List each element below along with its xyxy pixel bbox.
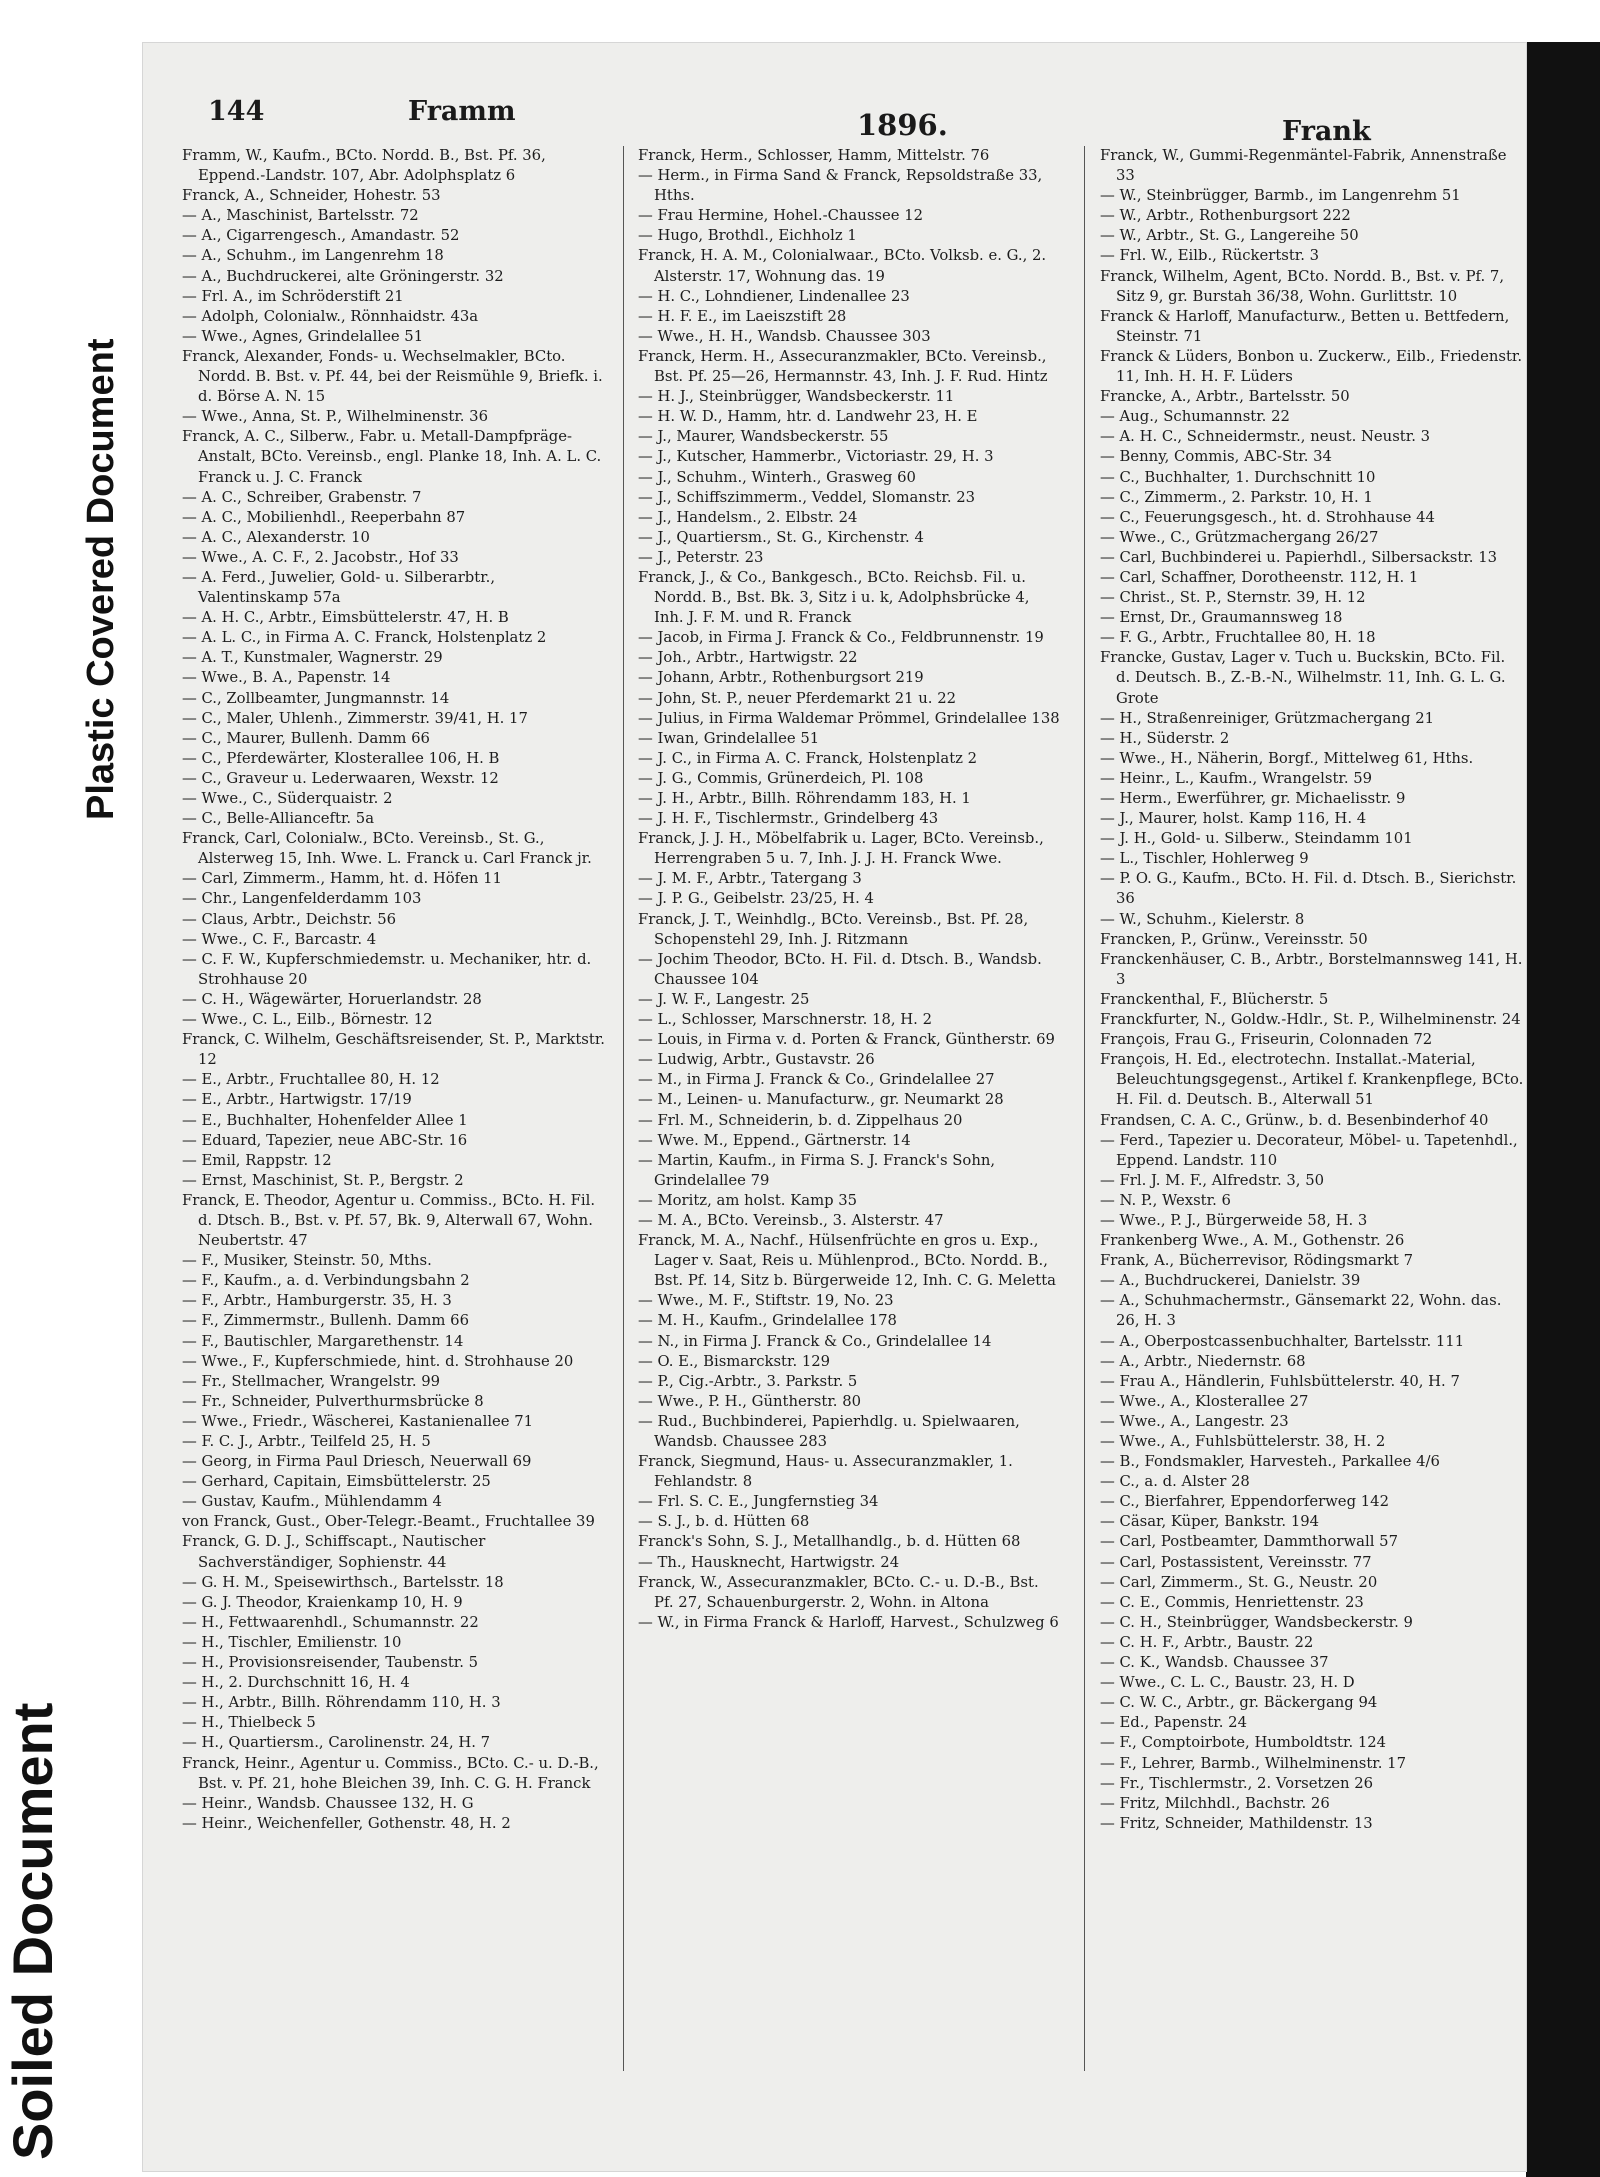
directory-entry: — A. C., Alexanderstr. 10: [182, 528, 370, 546]
directory-entry: — F., Kaufm., a. d. Verbindungsbahn 2: [182, 1272, 470, 1290]
directory-entry: — Eduard, Tapezier, neue ABC-Str. 16: [182, 1131, 468, 1149]
directory-entry: — H., Straßenreiniger, Grützmachergang 21: [1100, 709, 1435, 727]
directory-entry: — A., Buchdruckerei, Danielstr. 39: [1100, 1272, 1361, 1290]
directory-entry: Franck, J., & Co., Bankgesch., BCto. Reichsb. Fil. u. Nordd. B., Bst. Bk. 3, Sitz i u. k, Adolphsbrücke 4, Inh. J. F. M. und R. Franck: [638, 568, 1030, 627]
directory-entry: Franck, A. C., Silberw., Fabr. u. Metall-Dampfpräge-Anstalt, BCto. Vereinsb., engl. Planke 18, Inh. A. L. C. Franck u. J. C. Franck: [182, 428, 602, 486]
directory-entry: — Carl, Zimmerm., St. G., Neustr. 20: [1100, 1573, 1378, 1591]
directory-entry: Framm, W., Kaufm., BCto. Nordd. B., Bst. Pf. 36, Eppend.-Landstr. 107, Abr. Adolphsplatz 6: [182, 147, 546, 185]
directory-entry: François, Frau G., Friseurin, Colonnaden 72: [1100, 1031, 1433, 1049]
directory-entry: — H. W. D., Hamm, htr. d. Landwehr 23, H. E: [638, 408, 978, 426]
directory-entry: Frankenberg Wwe., A. M., Gothenstr. 26: [1100, 1232, 1405, 1250]
directory-entry: — H. F. E., im Laeiszstift 28: [638, 307, 847, 325]
directory-entry: — J., Schiffszimmerm., Veddel, Slomanstr. 23: [638, 488, 976, 506]
directory-entry: — A., Cigarrengesch., Amandastr. 52: [182, 227, 460, 245]
directory-entry: Franck, A., Schneider, Hohestr. 53: [182, 187, 441, 205]
directory-entry: — Ed., Papenstr. 24: [1100, 1714, 1247, 1732]
soiled-document-label: Soiled Document: [1, 1702, 64, 2160]
page-header: [142, 72, 1527, 147]
directory-entry: — A. C., Mobilienhdl., Reeperbahn 87: [182, 508, 466, 526]
directory-entry: — E., Buchhalter, Hohenfelder Allee 1: [182, 1111, 468, 1129]
directory-entry: — L., Schlosser, Marschnerstr. 18, H. 2: [638, 1011, 933, 1029]
directory-entry: — C., Graveur u. Lederwaaren, Wexstr. 12: [182, 769, 499, 787]
directory-entry: — Wwe., P. J., Bürgerweide 58, H. 3: [1100, 1211, 1368, 1229]
directory-entry: — Rud., Buchbinderei, Papierhdlg. u. Spielwaaren, Wandsb. Chaussee 283: [638, 1412, 1020, 1450]
directory-entry: — N., in Firma J. Franck & Co., Grindelallee 14: [638, 1332, 992, 1350]
directory-entry: — L., Tischler, Hohlerweg 9: [1100, 850, 1309, 868]
directory-entry: — Wwe., C., Süderquaistr. 2: [182, 790, 393, 807]
directory-entry: — H., Thielbeck 5: [182, 1714, 316, 1732]
directory-entry: — Claus, Arbtr., Deichstr. 56: [182, 910, 397, 928]
directory-entry: — J. H. F., Tischlermstr., Grindelberg 43: [638, 810, 939, 828]
directory-entry: Franck, J. J. H., Möbelfabrik u. Lager, BCto. Vereinsb., Herrengraben 5 u. 7, Inh. J. J. H. Franck Wwe.: [638, 830, 1044, 868]
directory-entry: — N. P., Wexstr. 6: [1100, 1191, 1231, 1209]
directory-entry: — F. G., Arbtr., Fruchtallee 80, H. 18: [1100, 629, 1376, 647]
directory-entry: — M., in Firma J. Franck & Co., Grindelallee 27: [638, 1071, 995, 1089]
directory-entry: — Iwan, Grindelallee 51: [638, 729, 820, 747]
directory-entry: — C., a. d. Alster 28: [1100, 1473, 1250, 1491]
directory-entry: Francke, Gustav, Lager v. Tuch u. Buckskin, BCto. Fil. d. Deutsch. B., Z.-B.-N., Wilhelmstr. 11, Inh. G. L. G. Grote: [1100, 649, 1506, 707]
directory-entry: — Aug., Schumannstr. 22: [1100, 408, 1290, 426]
directory-entry: — J. W. F., Langestr. 25: [638, 990, 810, 1008]
directory-entry: — H., 2. Durchschnitt 16, H. 4: [182, 1674, 410, 1692]
directory-entry: — Fr., Tischlermstr., 2. Vorsetzen 26: [1100, 1774, 1374, 1792]
directory-entry: — Jacob, in Firma J. Franck & Co., Feldbrunnenstr. 19: [638, 629, 1044, 647]
directory-entry: — E., Arbtr., Hartwigstr. 17/19: [182, 1091, 412, 1109]
directory-entry: — Wwe., Agnes, Grindelallee 51: [182, 327, 424, 345]
directory-entry: — C., Belle-Allianceftr. 5a: [182, 810, 375, 828]
directory-entry: — Joh., Arbtr., Hartwigstr. 22: [638, 649, 858, 667]
directory-entry: — C. H. F., Arbtr., Baustr. 22: [1100, 1633, 1314, 1651]
directory-entry: — W., Arbtr., Rothenburgsort 222: [1100, 207, 1351, 225]
directory-entry: — Georg, in Firma Paul Driesch, Neuerwall 69: [182, 1453, 532, 1471]
directory-entry: — F., Musiker, Steinstr. 50, Mths.: [182, 1252, 432, 1270]
directory-entry: — Ernst, Dr., Graumannsweg 18: [1100, 609, 1343, 627]
directory-entry: — P. O. G., Kaufm., BCto. H. Fil. d. Dtsch. B., Sierichstr. 36: [1100, 870, 1517, 908]
directory-entry: — Wwe. M., Eppend., Gärtnerstr. 14: [638, 1131, 911, 1149]
directory-entry: — A., Oberpostcassenbuchhalter, Bartelsstr. 111: [1100, 1332, 1465, 1350]
directory-entry: — Frl. S. C. E., Jungfernstieg 34: [638, 1493, 879, 1511]
directory-entry: — H., Provisionsreisender, Taubenstr. 5: [182, 1654, 479, 1672]
directory-entry: — H. J., Steinbrügger, Wandsbeckerstr. 11: [638, 388, 955, 406]
directory-entry: — Louis, in Firma v. d. Porten & Franck, Güntherstr. 69: [638, 1031, 1055, 1049]
directory-page: [142, 42, 1527, 2172]
directory-entry: Franck, M. A., Nachf., Hülsenfrüchte en gros u. Exp., Lager v. Saat, Reis u. Mühlenprod., BCto. Nordd. B., Bst. Pf. 14, Sitz b. Bürgerweide 12, Inh. C. G. Meletta: [638, 1232, 1056, 1290]
column-1: [182, 146, 606, 2086]
directory-entry: — J. C., in Firma A. C. Franck, Holstenplatz 2: [638, 749, 978, 767]
directory-entry: — Frl. M., Schneiderin, b. d. Zippelhaus 20: [638, 1111, 963, 1129]
directory-entry: — C. H., Wägewärter, Horuerlandstr. 28: [182, 990, 482, 1008]
directory-entry: — Wwe., C., Grützmachergang 26/27: [1100, 528, 1379, 546]
directory-entry: — C. F. W., Kupferschmiedemstr. u. Mechaniker, htr. d. Strohhause 20: [182, 950, 592, 988]
directory-entry: — O. E., Bismarckstr. 129: [638, 1352, 831, 1370]
directory-entry: — Wwe., Anna, St. P., Wilhelminenstr. 36: [182, 408, 489, 426]
directory-entry: — A. L. C., in Firma A. C. Franck, Holstenplatz 2: [182, 629, 547, 647]
directory-entry: — J., Handelsm., 2. Elbstr. 24: [638, 508, 858, 526]
directory-entry: — F., Comptoirbote, Humboldtstr. 124: [1100, 1734, 1387, 1752]
directory-entry: — C., Pferdewärter, Klosterallee 106, H. B: [182, 749, 500, 767]
directory-entry: — J. M. F., Arbtr., Tatergang 3: [638, 870, 862, 888]
directory-entry: — A. H. C., Schneidermstr., neust. Neustr. 3: [1100, 428, 1431, 446]
directory-entry: — Chr., Langenfelderdamm 103: [182, 890, 422, 908]
directory-entry: — Moritz, am holst. Kamp 35: [638, 1191, 858, 1209]
directory-entry: — Wwe., C. F., Barcastr. 4: [182, 930, 377, 948]
directory-entry: — Emil, Rappstr. 12: [182, 1151, 332, 1169]
directory-entry: — A., Schuhm., im Langenrehm 18: [182, 247, 444, 265]
scan-edge: [1526, 42, 1600, 2177]
directory-entry: — Frau Hermine, Hohel.-Chaussee 12: [638, 207, 924, 225]
directory-entry: — Fritz, Milchhdl., Bachstr. 26: [1100, 1794, 1330, 1812]
directory-entry: — J. H., Arbtr., Billh. Röhrendamm 183, H. 1: [638, 790, 971, 807]
directory-entry: — Martin, Kaufm., in Firma S. J. Franck's Sohn, Grindelallee 79: [638, 1151, 996, 1189]
directory-entry: — Wwe., A. C. F., 2. Jacobstr., Hof 33: [182, 548, 459, 566]
directory-entry: Franck, Alexander, Fonds- u. Wechselmakler, BCto. Nordd. B. Bst. v. Pf. 44, bei der Reismühle 9, Briefk. i. d. Börse A. N. 15: [182, 347, 603, 406]
directory-entry: — C., Feuerungsgesch., ht. d. Strohhause 44: [1100, 508, 1435, 526]
directory-entry: — J. P. G., Geibelstr. 23/25, H. 4: [638, 890, 874, 908]
directory-entry: — S. J., b. d. Hütten 68: [638, 1513, 810, 1531]
directory-entry: — A. T., Kunstmaler, Wagnerstr. 29: [182, 649, 443, 667]
directory-entry: — A., Arbtr., Niedernstr. 68: [1100, 1352, 1306, 1370]
directory-entry: — Herm., Ewerführer, gr. Michaelisstr. 9: [1100, 790, 1406, 807]
directory-entry: — Wwe., A., Klosterallee 27: [1100, 1392, 1309, 1410]
directory-entry: — Wwe., A., Fuhlsbüttelerstr. 38, H. 2: [1100, 1433, 1386, 1450]
directory-entry: Franck, Herm. H., Assecuranzmakler, BCto. Vereinsb., Bst. Pf. 25—26, Hermannstr. 43, Inh. J. F. Rud. Hintz: [638, 347, 1048, 386]
directory-entry: — Wwe., C. L., Eilb., Börnestr. 12: [182, 1011, 433, 1029]
directory-entry: — C., Maurer, Bullenh. Damm 66: [182, 729, 430, 747]
directory-entry: Franck, Wilhelm, Agent, BCto. Nordd. B., Bst. v. Pf. 7, Sitz 9, gr. Burstah 36/38, Wohn. Gurlittstr. 10: [1100, 267, 1505, 305]
directory-entry: — Carl, Zimmerm., Hamm, ht. d. Höfen 11: [182, 870, 502, 888]
directory-entry: — Wwe., A., Langestr. 23: [1100, 1412, 1289, 1430]
directory-entry: — Frl. J. M. F., Alfredstr. 3, 50: [1100, 1171, 1325, 1189]
directory-entry: Franck, G. D. J., Schiffscapt., Nautischer Sachverständiger, Sophienstr. 44: [182, 1533, 486, 1571]
directory-entry: — Fritz, Schneider, Mathildenstr. 13: [1100, 1814, 1373, 1832]
directory-entry: Franck, Heinr., Agentur u. Commiss., BCto. C.- u. D.-B., Bst. v. Pf. 21, hohe Bleichen 39, Inh. C. G. H. Franck: [182, 1754, 599, 1792]
directory-entry: — J. G., Commis, Grünerdeich, Pl. 108: [638, 769, 924, 787]
directory-entry: — C., Maler, Uhlenh., Zimmerstr. 39/41, H. 17: [182, 709, 528, 727]
directory-entry: — A. Ferd., Juwelier, Gold- u. Silberarbtr., Valentinskamp 57a: [182, 568, 496, 607]
directory-entry: Franck, J. T., Weinhdlg., BCto. Vereinsb., Bst. Pf. 28, Schopenstehl 29, Inh. J. Ritzmann: [638, 910, 1029, 948]
directory-entry: von Franck, Gust., Ober-Telegr.-Beamt., Fruchtallee 39: [182, 1513, 595, 1531]
directory-entry: Franck & Harloff, Manufacturw., Betten u. Bettfedern, Steinstr. 71: [1100, 307, 1510, 345]
directory-entry: Franck, C. Wilhelm, Geschäftsreisender, St. P., Marktstr. 12: [182, 1031, 605, 1069]
directory-entry: — P., Cig.-Arbtr., 3. Parkstr. 5: [638, 1372, 858, 1390]
directory-entry: — J., Quartiersm., St. G., Kirchenstr. 4: [638, 528, 924, 546]
directory-entry: — H., Süderstr. 2: [1100, 729, 1230, 747]
running-head-left: Framm: [408, 96, 516, 127]
directory-entry: — G. J. Theodor, Kraienkamp 10, H. 9: [182, 1593, 463, 1611]
directory-entry: — F., Bautischler, Margarethenstr. 14: [182, 1332, 464, 1350]
directory-entry: — J. H., Gold- u. Silberw., Steindamm 101: [1100, 830, 1413, 848]
directory-entry: — Th., Hausknecht, Hartwigstr. 24: [638, 1553, 900, 1571]
plastic-covered-label: Plastic Covered Document: [80, 338, 122, 820]
directory-entry: Franckenhäuser, C. B., Arbtr., Borstelmannsweg 141, H. 3: [1100, 950, 1523, 988]
directory-entry: — Wwe., P. H., Güntherstr. 80: [638, 1392, 862, 1410]
column-3: [1100, 146, 1524, 2086]
directory-entry: Franck, W., Assecuranzmakler, BCto. C.- u. D.-B., Bst. Pf. 27, Schauenburgerstr. 2, Wohn. in Altona: [638, 1573, 1039, 1611]
directory-entry: — Ferd., Tapezier u. Decorateur, Möbel- u. Tapetenhdl., Eppend. Landstr. 110: [1100, 1131, 1518, 1169]
directory-entry: Franck, Carl, Colonialw., BCto. Vereinsb., St. G., Alsterweg 15, Inh. Wwe. L. Franck u. Carl Franck jr.: [182, 830, 592, 868]
directory-entry: — H., Quartiersm., Carolinenstr. 24, H. 7: [182, 1734, 491, 1752]
directory-entry: — F., Arbtr., Hamburgerstr. 35, H. 3: [182, 1292, 452, 1310]
directory-entry: — A. C., Schreiber, Grabenstr. 7: [182, 488, 422, 506]
directory-entry: — Julius, in Firma Waldemar Prömmel, Grindelallee 138: [638, 709, 1060, 727]
directory-entry: Franck, Herm., Schlosser, Hamm, Mittelstr. 76: [638, 147, 990, 164]
directory-entry: Franck & Lüders, Bonbon u. Zuckerw., Eilb., Friedenstr. 11, Inh. H. H. F. Lüders: [1100, 347, 1523, 386]
directory-entry: — Carl, Buchbinderei u. Papierhdl., Silbersackstr. 13: [1100, 548, 1498, 566]
directory-entry: Frandsen, C. A. C., Grünw., b. d. Besenbinderhof 40: [1100, 1111, 1489, 1129]
directory-entry: — F., Lehrer, Barmb., Wilhelminenstr. 17: [1100, 1754, 1406, 1772]
directory-entry: — Johann, Arbtr., Rothenburgsort 219: [638, 669, 924, 687]
directory-entry: — M. A., BCto. Vereinsb., 3. Alsterstr. 47: [638, 1211, 944, 1229]
directory-entry: — A., Schuhmachermstr., Gänsemarkt 22, Wohn. das. 26, H. 3: [1100, 1292, 1502, 1330]
directory-entry: — Carl, Postassistent, Vereinsstr. 77: [1100, 1553, 1372, 1571]
directory-entry: Francke, A., Arbtr., Bartelsstr. 50: [1100, 388, 1350, 406]
directory-entry: — Wwe., C. L. C., Baustr. 23, H. D: [1100, 1674, 1355, 1692]
directory-entry: — Wwe., M. F., Stiftstr. 19, No. 23: [638, 1292, 894, 1310]
directory-entry: — G. H. M., Speisewirthsch., Bartelsstr. 18: [182, 1573, 504, 1591]
directory-entry: Franck, H. A. M., Colonialwaar., BCto. Volksb. e. G., 2. Alsterstr. 17, Wohnung das. 19: [638, 247, 1047, 285]
directory-entry: — C. H., Steinbrügger, Wandsbeckerstr. 9: [1100, 1613, 1413, 1631]
directory-entry: — Fr., Schneider, Pulverthurmsbrücke 8: [182, 1392, 484, 1410]
directory-entry: — W., Arbtr., St. G., Langereihe 50: [1100, 227, 1359, 245]
directory-entry: Franckenthal, F., Blücherstr. 5: [1100, 990, 1329, 1008]
directory-entry: François, H. Ed., electrotechn. Installat.-Material, Beleuchtungsgegenst., Artikel f. Krankenpflege, BCto. H. Fil. d. Deutsch. B., Alterwall 51: [1100, 1051, 1524, 1109]
column-rule: [1084, 146, 1085, 2071]
column-2: [638, 146, 1062, 2086]
page-number: 144: [208, 96, 265, 127]
directory-entry: — Wwe., Friedr., Wäscherei, Kastanienallee 71: [182, 1412, 534, 1430]
directory-entry: — C., Buchhalter, 1. Durchschnitt 10: [1100, 468, 1376, 486]
directory-entry: Franck, W., Gummi-Regenmäntel-Fabrik, Annenstraße 33: [1100, 147, 1507, 185]
directory-entry: Frank, A., Bücherrevisor, Rödingsmarkt 7: [1100, 1252, 1413, 1270]
year: 1896.: [857, 108, 948, 142]
directory-entry: — Frau A., Händlerin, Fuhlsbüttelerstr. 40, H. 7: [1100, 1372, 1460, 1390]
directory-entry: — Christ., St. P., Sternstr. 39, H. 12: [1100, 589, 1366, 607]
directory-entry: — Frl. A., im Schröderstift 21: [182, 287, 404, 305]
directory-entry: — Gustav, Kaufm., Mühlendamm 4: [182, 1493, 442, 1511]
directory-entry: Franck, Siegmund, Haus- u. Assecuranzmakler, 1. Fehlandstr. 8: [638, 1453, 1013, 1491]
directory-entry: — M., Leinen- u. Manufacturw., gr. Neumarkt 28: [638, 1091, 1004, 1109]
directory-entry: — Carl, Schaffner, Dorotheenstr. 112, H. 1: [1100, 568, 1419, 586]
directory-entry: — Cäsar, Küper, Bankstr. 194: [1100, 1513, 1320, 1531]
directory-entry: — W., Schuhm., Kielerstr. 8: [1100, 910, 1305, 928]
directory-entry: Francken, P., Grünw., Vereinsstr. 50: [1100, 930, 1368, 948]
directory-entry: — C., Bierfahrer, Eppendorferweg 142: [1100, 1493, 1389, 1511]
directory-entry: — H., Arbtr., Billh. Röhrendamm 110, H. 3: [182, 1694, 501, 1712]
directory-entry: — John, St. P., neuer Pferdemarkt 21 u. 22: [638, 689, 957, 707]
directory-entry: — Heinr., L., Kaufm., Wrangelstr. 59: [1100, 769, 1373, 787]
directory-entry: — B., Fondsmakler, Harvesteh., Parkallee 4/6: [1100, 1453, 1440, 1471]
column-rule: [623, 146, 624, 2071]
directory-entry: — Hugo, Brothdl., Eichholz 1: [638, 227, 857, 245]
overlay-labels: [0, 0, 140, 2177]
directory-entry: — F. C. J., Arbtr., Teilfeld 25, H. 5: [182, 1433, 431, 1450]
directory-entry: — C., Zollbeamter, Jungmannstr. 14: [182, 689, 450, 707]
directory-entry: — C. E., Commis, Henriettenstr. 23: [1100, 1593, 1364, 1611]
directory-entry: — C. W. C., Arbtr., gr. Bäckergang 94: [1100, 1694, 1378, 1712]
directory-entry: — C. K., Wandsb. Chaussee 37: [1100, 1654, 1329, 1672]
directory-entry: Franck's Sohn, S. J., Metallhandlg., b. d. Hütten 68: [638, 1533, 1021, 1551]
directory-entry: — Wwe., H., Näherin, Borgf., Mittelweg 61, Hths.: [1100, 749, 1474, 767]
directory-entry: — Benny, Commis, ABC-Str. 34: [1100, 448, 1332, 466]
directory-entry: — H. C., Lohndiener, Lindenallee 23: [638, 287, 910, 305]
directory-entry: — H., Tischler, Emilienstr. 10: [182, 1633, 402, 1651]
directory-entry: — F., Zimmermstr., Bullenh. Damm 66: [182, 1312, 469, 1330]
directory-entry: — J., Kutscher, Hammerbr., Victoriastr. 29, H. 3: [638, 448, 994, 466]
directory-entry: — Ludwig, Arbtr., Gustavstr. 26: [638, 1051, 875, 1069]
directory-entry: — H., Fettwaarenhdl., Schumannstr. 22: [182, 1613, 479, 1631]
directory-entry: — Jochim Theodor, BCto. H. Fil. d. Dtsch. B., Wandsb. Chaussee 104: [638, 950, 1042, 988]
directory-entry: — Heinr., Wandsb. Chaussee 132, H. G: [182, 1794, 474, 1812]
running-head-right: Frank: [1282, 116, 1371, 147]
directory-entry: — Ernst, Maschinist, St. P., Bergstr. 2: [182, 1171, 464, 1189]
directory-entry: — M. H., Kaufm., Grindelallee 178: [638, 1312, 897, 1330]
directory-entry: — Frl. W., Eilb., Rückertstr. 3: [1100, 247, 1320, 265]
directory-entry: — J., Maurer, holst. Kamp 116, H. 4: [1100, 810, 1367, 828]
directory-entry: Franck, E. Theodor, Agentur u. Commiss., BCto. H. Fil. d. Dtsch. B., Bst. v. Pf. 57, Bk. 9, Alterwall 67, Wohn. Neubertstr. 47: [182, 1191, 596, 1250]
directory-entry: — Fr., Stellmacher, Wrangelstr. 99: [182, 1372, 441, 1390]
directory-entry: — Herm., in Firma Sand & Franck, Repsoldstraße 33, Hths.: [638, 167, 1043, 205]
directory-entry: Franckfurter, N., Goldw.-Hdlr., St. P., Wilhelminenstr. 24: [1100, 1011, 1521, 1029]
directory-entry: — A., Buchdruckerei, alte Gröningerstr. 32: [182, 267, 504, 285]
directory-entry: — W., in Firma Franck & Harloff, Harvest., Schulzweg 6: [638, 1613, 1059, 1631]
directory-entry: — W., Steinbrügger, Barmb., im Langenrehm 51: [1100, 187, 1461, 205]
directory-entry: — Adolph, Colonialw., Rönnhaidstr. 43a: [182, 307, 479, 325]
directory-entry: — J., Peterstr. 23: [638, 548, 764, 566]
directory-entry: — E., Arbtr., Fruchtallee 80, H. 12: [182, 1071, 440, 1089]
directory-entry: — Wwe., F., Kupferschmiede, hint. d. Strohhause 20: [182, 1352, 574, 1370]
directory-entry: — J., Maurer, Wandsbeckerstr. 55: [638, 428, 889, 446]
directory-entry: — Heinr., Weichenfeller, Gothenstr. 48, H. 2: [182, 1814, 511, 1832]
directory-entry: — Gerhard, Capitain, Eimsbüttelerstr. 25: [182, 1473, 491, 1491]
directory-entry: — A., Maschinist, Bartelsstr. 72: [182, 207, 419, 225]
directory-entry: — J., Schuhm., Winterh., Grasweg 60: [638, 468, 916, 486]
directory-entry: — A. H. C., Arbtr., Eimsbüttelerstr. 47, H. B: [182, 609, 509, 627]
directory-entry: — Wwe., H. H., Wandsb. Chaussee 303: [638, 327, 931, 345]
directory-entry: — Carl, Postbeamter, Dammthorwall 57: [1100, 1533, 1398, 1551]
directory-entry: — Wwe., B. A., Papenstr. 14: [182, 669, 391, 687]
directory-entry: — C., Zimmerm., 2. Parkstr. 10, H. 1: [1100, 488, 1373, 506]
